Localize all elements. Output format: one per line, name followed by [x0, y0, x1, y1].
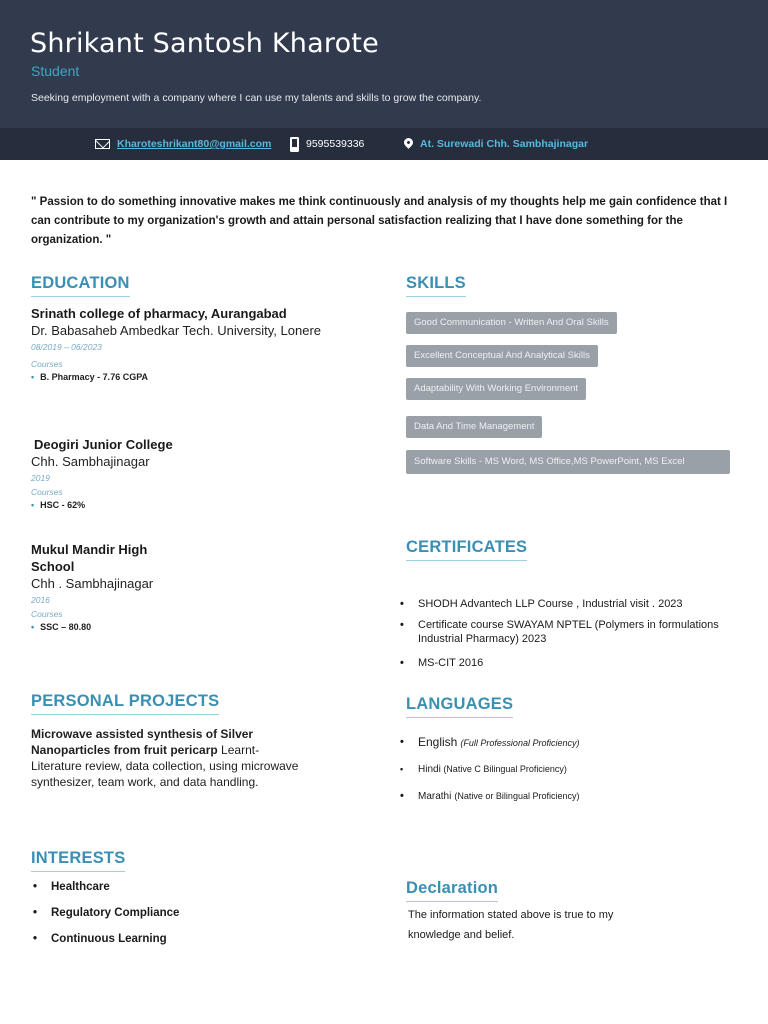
certificates-list [398, 597, 766, 670]
objective-quote: " Passion to do something innovative makes me think continuously and analysis of my thoughts help me gain confidence that I can contribute to my organization's growth and attain personal satisfaction realizing that I have done something for the organization. " [31, 196, 728, 246]
contact-location [404, 128, 588, 160]
declaration-heading: Declaration [406, 879, 499, 897]
resume-header [0, 0, 768, 128]
interest-item: • Regulatory Compliance [31, 906, 291, 920]
project-title: Microwave assisted synthesis of Silver Nanoparticles from fruit pericarp [31, 727, 254, 757]
school-affiliation: Chh. Sambhajinagar [31, 454, 150, 469]
language-name: Hindi [418, 764, 441, 775]
candidate-name: Shrikant Santosh Kharote [30, 28, 379, 59]
candidate-role: Student [31, 63, 80, 79]
contact-phone [290, 128, 364, 160]
school-name: Mukul Mandir High School [31, 542, 148, 574]
interest-item: • Continuous Learning [31, 932, 291, 946]
education-date: 08/2019 – 06/2023 [31, 342, 102, 352]
phone-number: 9595539336 [306, 138, 365, 150]
contact-email [95, 128, 271, 160]
interests-heading: INTERESTS [31, 849, 126, 867]
language-name: English [418, 735, 458, 749]
projects-heading: PERSONAL PROJECTS [31, 692, 220, 710]
education-item [31, 305, 351, 382]
skill-tag: Data And Time Management [406, 416, 542, 438]
courses-label: Courses [31, 487, 63, 497]
skill-tag: Software Skills - MS Word, MS Office,MS PowerPoint, MS Excel [406, 450, 730, 474]
language-name: Marathi [418, 791, 452, 802]
school-affiliation: Chh . Sambhajinagar [31, 576, 154, 591]
career-summary: Seeking employment with a company where I can use my talents and skills to grow the company. [31, 92, 482, 104]
education-item [31, 541, 181, 632]
project-description [31, 726, 311, 790]
interest-item: • Healthcare [31, 880, 291, 894]
school-name: Srinath college of pharmacy, Aurangabad [31, 306, 287, 321]
certificate-item: • SHODH Advantech LLP Course , Industrial visit . 2023 [398, 597, 766, 611]
phone-icon [290, 137, 299, 152]
courses-label: Courses [31, 359, 63, 369]
education-item [31, 436, 351, 510]
certificates-heading: CERTIFICATES [406, 538, 528, 556]
language-item [398, 789, 758, 804]
course-item: • B. Pharmacy - 7.76 CGPA [31, 372, 351, 382]
school-name: Deogiri Junior College [34, 437, 173, 452]
language-level: (Full Professional Proficiency) [460, 738, 580, 748]
course-item: • SSC – 80.80 [31, 622, 181, 632]
courses-label: Courses [31, 609, 63, 619]
skills-heading: SKILLS [406, 274, 466, 292]
education-heading: EDUCATION [31, 274, 130, 292]
school-affiliation: Dr. Babasaheb Ambedkar Tech. University, Lonere [31, 323, 322, 338]
mail-icon [95, 139, 110, 149]
contact-bar [0, 128, 768, 160]
interests-list [31, 880, 291, 946]
certificate-item: • Certificate course SWAYAM NPTEL (Polymers in formulations Industrial Pharmacy) 2023 [398, 618, 766, 646]
languages-list [398, 735, 758, 804]
language-level: (Native or Bilingual Proficiency) [454, 791, 580, 801]
language-item [398, 762, 758, 777]
location-text: At. Surewadi Chh. Sambhajinagar [420, 138, 589, 150]
project-details: Learnt- Literature review, data collection, using microwave synthesizer, team work, and data handling. [31, 743, 299, 789]
skill-tag: Excellent Conceptual And Analytical Skills [406, 345, 598, 367]
education-date: 2016 [31, 595, 50, 605]
education-date: 2019 [31, 473, 50, 483]
declaration-text: The information stated above is true to my knowledge and belief. [408, 909, 614, 941]
languages-heading: LANGUAGES [406, 695, 514, 713]
language-item [398, 735, 758, 750]
certificate-item: • MS-CIT 2016 [398, 656, 766, 670]
skill-tag: Good Communication - Written And Oral Skills [406, 312, 617, 334]
course-item: • HSC - 62% [31, 500, 351, 510]
skill-tag: Adaptability With Working Environment [406, 378, 586, 400]
email-link[interactable]: Kharoteshrikant80@gmail.com [117, 138, 272, 150]
language-level: (Native C Bilingual Proficiency) [443, 764, 567, 774]
location-pin-icon [402, 136, 415, 149]
